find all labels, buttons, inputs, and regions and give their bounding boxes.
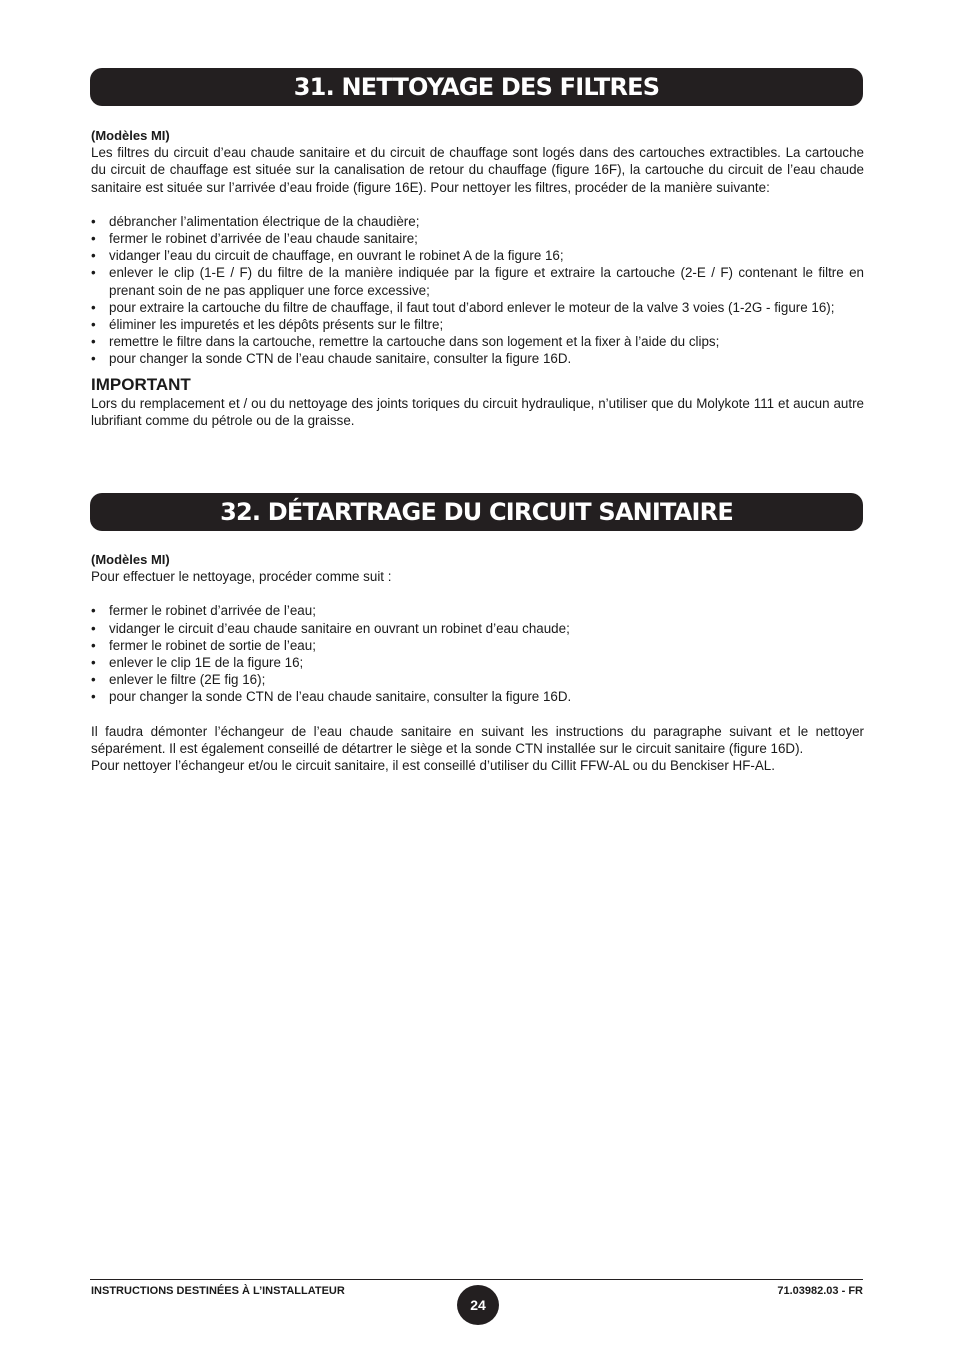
list-item: • enlever le filtre (2E fig 16); <box>91 671 864 688</box>
footer-divider <box>90 1279 863 1280</box>
important-heading: IMPORTANT <box>91 374 191 394</box>
list-item: • fermer le robinet de sortie de l’eau; <box>91 637 864 654</box>
list-item: • vidanger le circuit d’eau chaude sanitaire en ouvrant un robinet d’eau chaude; <box>91 620 864 637</box>
section-32-title: 32. DÉTARTRAGE DU CIRCUIT SANITAIRE <box>90 493 863 531</box>
footer-reference: 71.03982.03 - FR <box>777 1285 863 1297</box>
important-text: Lors du remplacement et / ou du nettoyage des joints toriques du circuit hydraulique, n’utiliser que du Molykote 111 et aucun autre lubrifiant comme du pétrole ou de la graisse. <box>91 395 864 428</box>
page-number-badge: 24 <box>457 1285 499 1325</box>
list-item: • pour extraire la cartouche du filtre de chauffage, il faut tout d’abord enlever le moteur de la valve 3 voies (1-2G - figure 16); <box>91 299 864 316</box>
section-31-intro: Les filtres du circuit d’eau chaude sanitaire et du circuit de chauffage sont logés dans des cartouches extractibles. La cartouche du circuit de chauffage est située sur la canalisation de retour du chauffage (figure 16F), la cartouche du circuit de l’eau chaude sanitaire est située sur l’arrivée d’eau froide (figure 16E). Pour nettoyer les filtres, procéder de la manière suivante: <box>91 145 864 195</box>
section-31-steps <box>91 213 864 368</box>
section-31-body <box>91 127 864 429</box>
list-item: • remettre le filtre dans la cartouche, remettre la cartouche dans son logement et la fixer à l’aide du clips; <box>91 333 864 350</box>
section-32-body <box>91 551 864 774</box>
list-item: • fermer le robinet d’arrivée de l’eau; <box>91 602 864 619</box>
list-item: • fermer le robinet d’arrivée de l’eau chaude sanitaire; <box>91 230 864 247</box>
section-32-outro-2: Pour nettoyer l’échangeur et/ou le circuit sanitaire, il est conseillé d’utiliser du Cillit FFW-AL ou du Benckiser HF-AL. <box>91 758 775 774</box>
section-32-intro: Pour effectuer le nettoyage, procéder comme suit : <box>91 569 392 585</box>
list-item: • éliminer les impuretés et les dépôts présents sur le filtre; <box>91 316 864 333</box>
list-item: • débrancher l’alimentation électrique de la chaudière; <box>91 213 864 230</box>
section-31-subheading: (Modèles MI) <box>91 128 170 143</box>
list-item: • pour changer la sonde CTN de l’eau chaude sanitaire, consulter la figure 16D. <box>91 688 864 705</box>
section-32-steps <box>91 602 864 705</box>
section-32-subheading: (Modèles MI) <box>91 552 170 567</box>
section-32-outro: Il faudra démonter l’échangeur de l’eau chaude sanitaire en suivant les instructions du paragraphe suivant et le nettoyer séparément. Il est également conseillé de détartrer le siège et la sonde CTN installée sur le circuit sanitaire (figure 16D). <box>91 723 864 756</box>
list-item: • vidanger l’eau du circuit de chauffage, en ouvrant le robinet A de la figure 16; <box>91 247 864 264</box>
list-item: • pour changer la sonde CTN de l’eau chaude sanitaire, consulter la figure 16D. <box>91 350 864 367</box>
list-item: • enlever le clip (1-E / F) du filtre de la manière indiquée par la figure et extraire la cartouche (2-E / F) contenant le filtre en prenant soin de ne pas appliquer une force excessive; <box>91 264 864 298</box>
list-item: • enlever le clip 1E de la figure 16; <box>91 654 864 671</box>
section-31-title: 31. NETTOYAGE DES FILTRES <box>90 68 863 106</box>
footer-left-text: INSTRUCTIONS DESTINÉES À L’INSTALLATEUR <box>91 1285 345 1297</box>
